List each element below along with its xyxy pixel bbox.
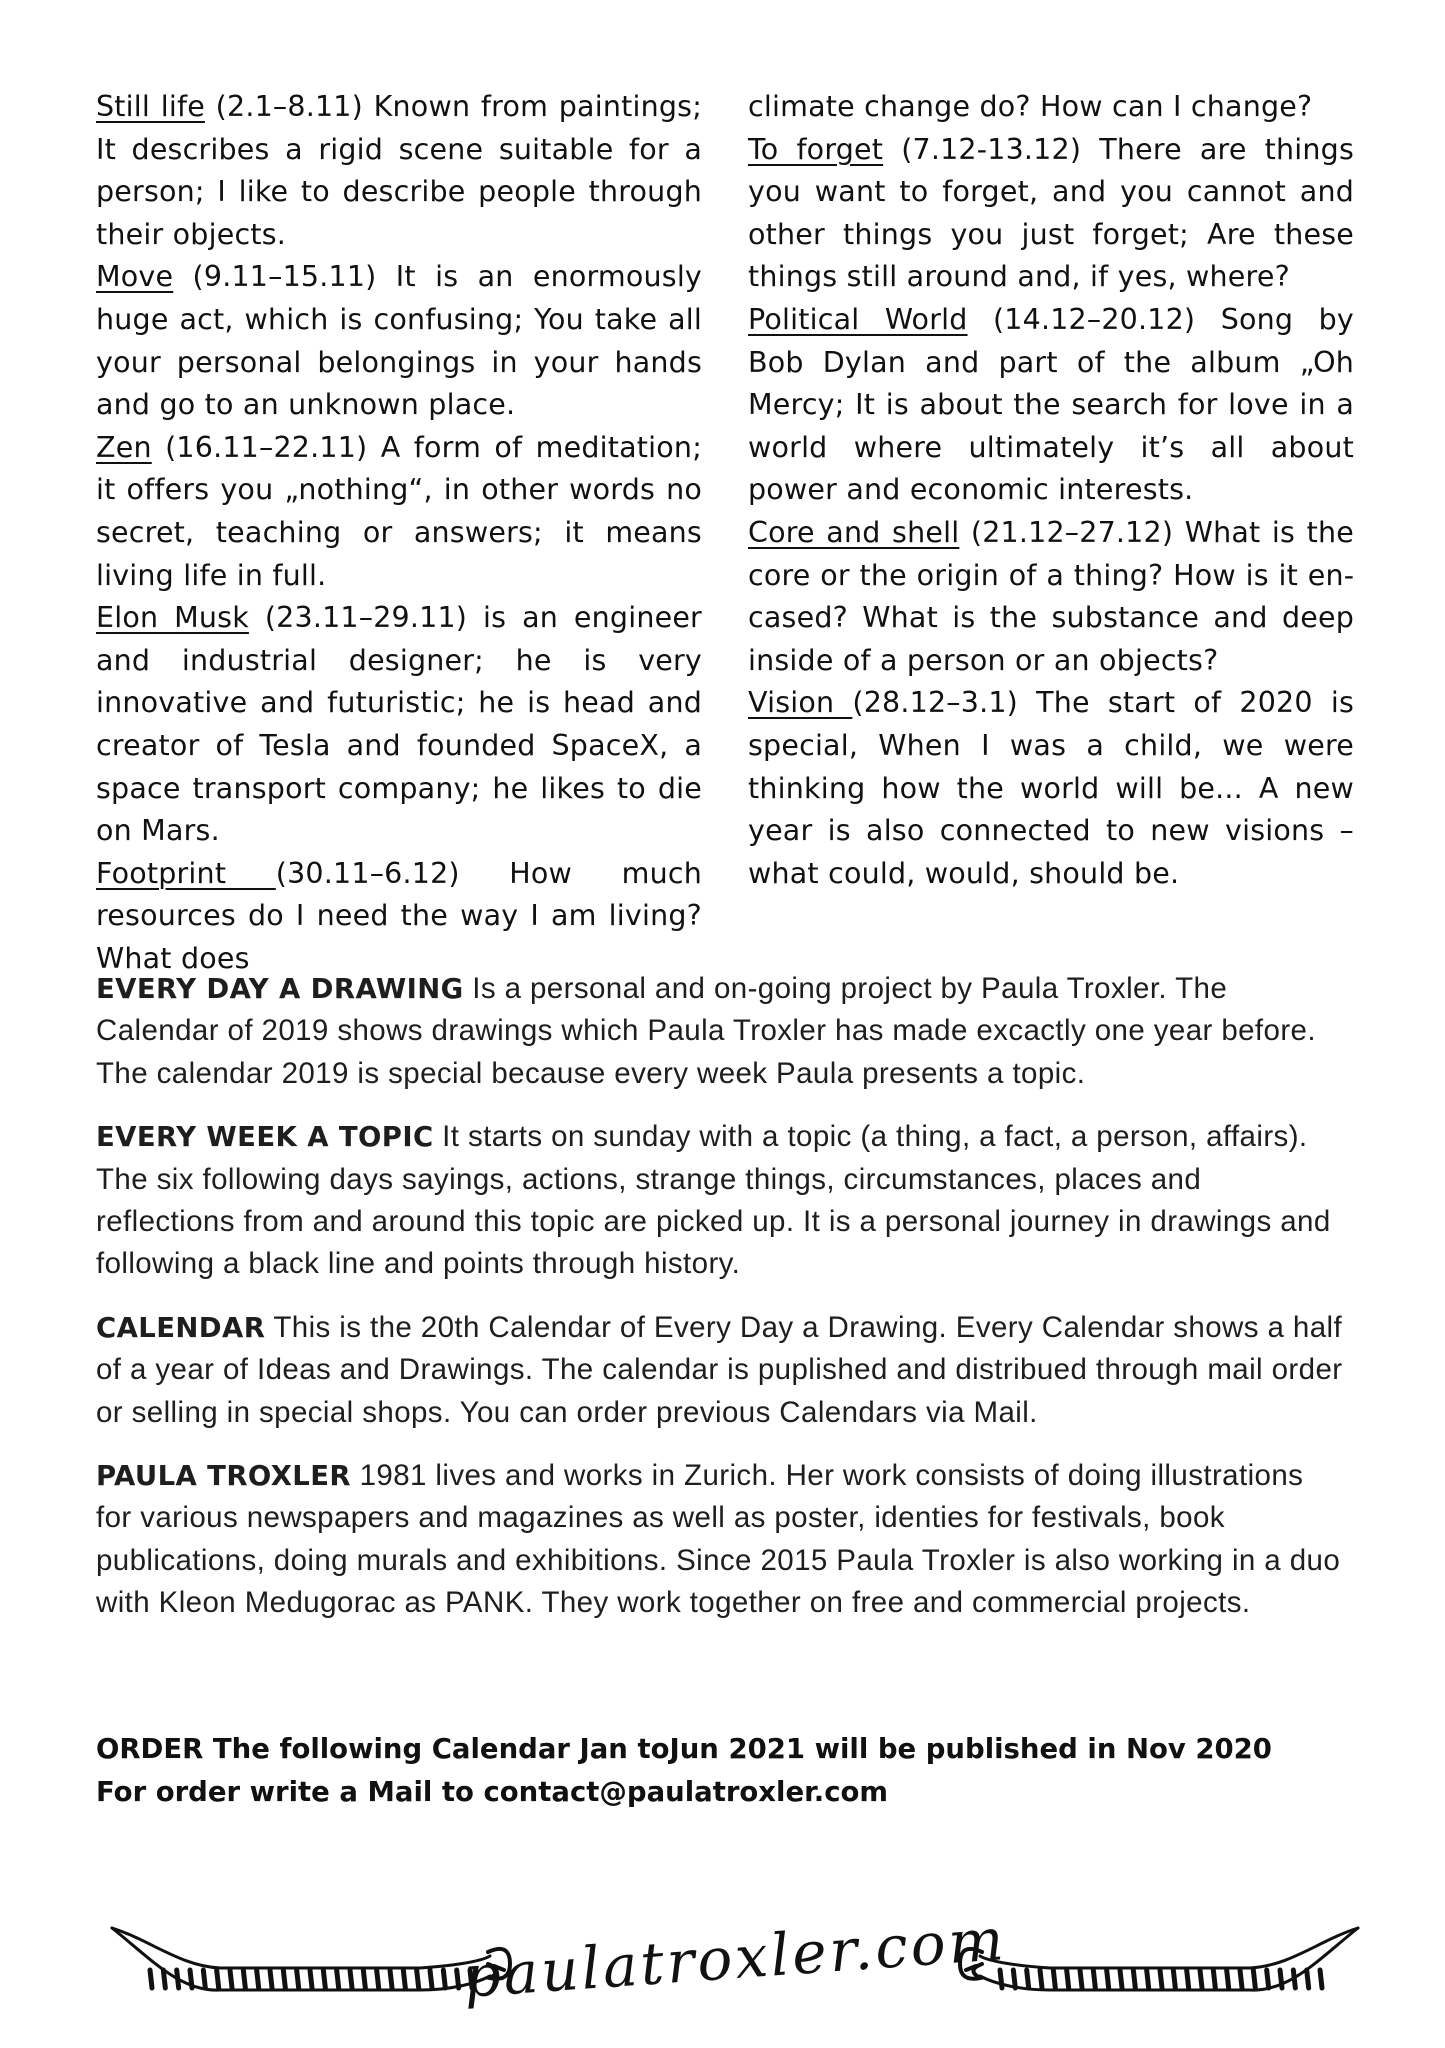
about-paragraph — [96, 1116, 1346, 1286]
topic-title: Vision — [748, 686, 853, 720]
topic-entry — [96, 427, 702, 597]
topic-title: Footprint — [96, 856, 276, 890]
topic-entry — [748, 86, 1354, 129]
topic-text: (9.11–15.11) It is an enormously huge act, which is confusing; You take all your personal belongings in your hands and go to an unknown place. — [96, 260, 702, 422]
worm-drawing-icon — [960, 1928, 1358, 1990]
topic-title: To forget — [748, 132, 884, 166]
topic-title: Political World — [748, 302, 968, 336]
about-heading: PAULA TROXLER — [96, 1460, 351, 1493]
site-logo: paulatroxler.com — [461, 1905, 1009, 2011]
order-line: ORDER The following Calendar Jan toJun 2021 will be published in Nov 2020 — [96, 1733, 1272, 1765]
topic-entry — [96, 256, 702, 426]
about-heading: EVERY DAY A DRAWING — [96, 973, 464, 1005]
about-heading: EVERY WEEK A TOPIC — [96, 1121, 434, 1154]
topic-entry — [748, 512, 1354, 682]
topic-text: (30.11–6.12) How much resources do I need the way I am living? What does — [96, 856, 703, 975]
topic-title: Elon Musk — [96, 601, 249, 635]
topics-right-column — [748, 86, 1354, 980]
topic-entry — [748, 299, 1354, 512]
topic-text: (16.11–22.11) A form of meditation; it offers you „nothing“, in other words no secret, teaching or answers; it means living life in full. — [96, 430, 702, 592]
about-text: This is the 20th Calendar of Every Day a Drawing. Every Calendar shows a half of a year of Ideas and Drawings. The calendar is puplished and distribued through mail order or selling in special shops. You can order previous Calendars via Mail. — [96, 1310, 1343, 1429]
topics-section — [96, 86, 1354, 980]
topic-text: (7.12-13.12) There are things you want to forget, and you cannot and other things you just forget; Are these things still around and, if yes, where? — [748, 132, 1354, 294]
topic-text: (2.1–8.11) Known from paintings; It describes a rigid scene suitable for a person; I like to describe people through their objects. — [96, 90, 703, 251]
topic-entry — [96, 853, 702, 981]
about-text: Is a personal and on-going project by Paula Troxler. The Calendar of 2019 shows drawings which Paula Troxler has made excactly one year before. The calendar 2019 is special because every week Paula presents a topic. — [96, 972, 1316, 1090]
topic-title: Zen — [96, 430, 152, 464]
worm-drawing-icon — [112, 1928, 510, 1990]
topic-entry — [748, 682, 1354, 895]
about-paragraph — [96, 1307, 1346, 1434]
topics-left-column — [96, 86, 702, 980]
topic-entry — [748, 129, 1354, 299]
footer-art — [90, 1880, 1380, 2020]
topic-title: Still life — [96, 90, 205, 123]
about-text: It starts on sunday with a topic (a thing, a fact, a person, affairs). The six following days sayings, actions, strange things, circumstances, places and reflections from and around this topic are picked up. It is a personal journey in drawings and following a black line and points through history. — [96, 1120, 1331, 1281]
about-section — [96, 968, 1346, 1646]
about-paragraph — [96, 1455, 1346, 1625]
about-heading: CALENDAR — [96, 1311, 266, 1344]
footer — [90, 1880, 1380, 2020]
topic-text: (14.12–20.12) Song by Bob Dylan and part of the album „Oh Mercy; It is about the search for love in a world where ultimately it’s all about power and economic interests. — [748, 302, 1355, 507]
topic-text: (21.12–27.12) What is the core or the origin of a thing? How is it encased? What is the substance and deep inside of a person or an objects? — [748, 515, 1354, 677]
topic-text: climate change do? How can I change? — [748, 90, 1313, 123]
order-contact-line: For order write a Mail to contact@paulatroxler.com — [96, 1775, 889, 1808]
about-paragraph — [96, 968, 1346, 1095]
about-text: 1981 lives and works in Zurich. Her work consists of doing illustrations for various newspapers and magazines as well as poster, identies for festivals, book publications, doing murals and exhibitions. Since 2015 Paula Troxler is also working in a duo with Kleon Medugorac as PANK. They work together on free and commercial projects. — [96, 1459, 1341, 1620]
topic-title: Core and shell — [748, 515, 960, 549]
topic-entry — [96, 597, 702, 853]
order-info — [96, 1728, 1346, 1813]
topic-text: (23.11–29.11) is an engineer and industrial designer; he is very innovative and futuristic; he is head and creator of Tesla and founded SpaceX, a space transport company; he likes to die on Mars. — [96, 601, 702, 848]
topic-text: (28.12–3.1) The start of 2020 is special, When I was a child, we were thinking how the world will be... A new year is also connected to new visions – what could, would, should be. — [748, 686, 1354, 890]
topic-entry — [96, 86, 702, 256]
topic-title: Move — [96, 260, 174, 294]
